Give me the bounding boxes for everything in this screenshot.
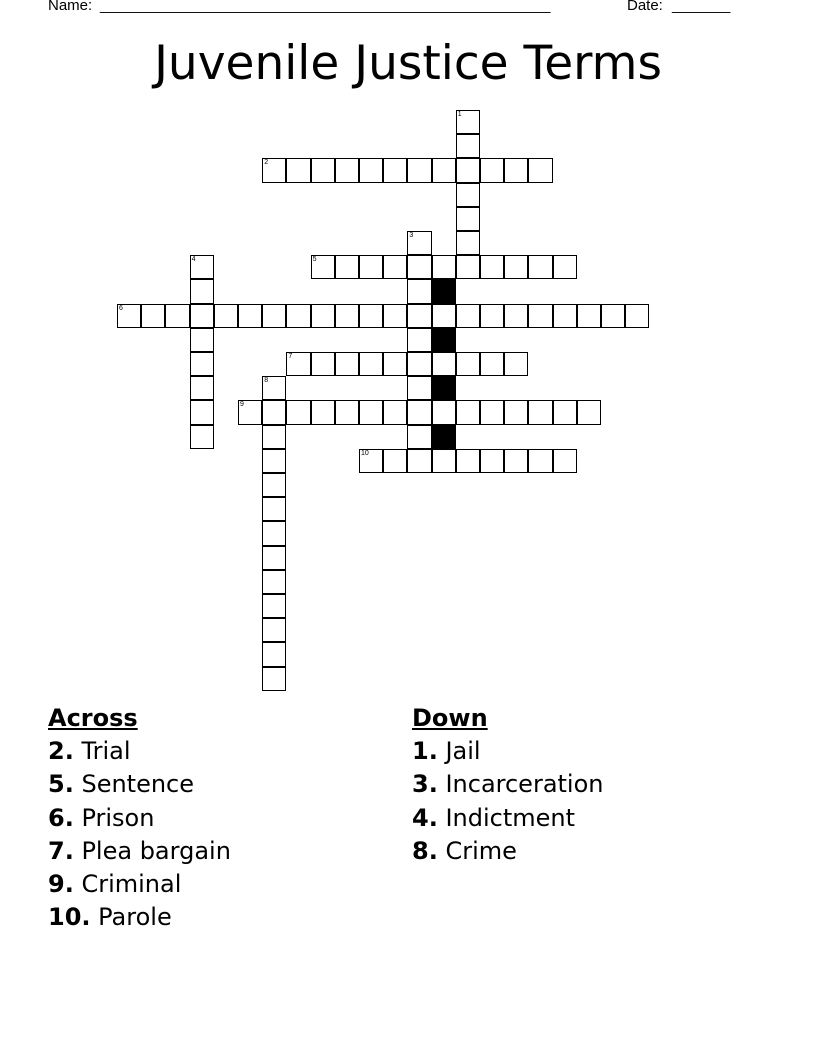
black-cell: [432, 279, 456, 303]
grid-cell[interactable]: [432, 400, 456, 424]
grid-cell[interactable]: [528, 158, 552, 182]
grid-cell[interactable]: [553, 400, 577, 424]
grid-cell[interactable]: [262, 400, 286, 424]
grid-cell[interactable]: [480, 352, 504, 376]
grid-cell[interactable]: [456, 449, 480, 473]
grid-cell[interactable]: [480, 158, 504, 182]
date-line[interactable]: _______: [672, 0, 731, 14]
clue-number: 1.: [412, 737, 438, 765]
clue-item: [48, 802, 231, 835]
grid-cell[interactable]: [504, 158, 528, 182]
name-label: Name:: [48, 0, 93, 14]
grid-cell[interactable]: [456, 231, 480, 255]
grid-cell[interactable]: [407, 255, 431, 279]
grid-cell[interactable]: [335, 352, 359, 376]
grid-cell[interactable]: [407, 400, 431, 424]
clue-text: Prison: [73, 803, 155, 832]
grid-cell[interactable]: [432, 304, 456, 328]
cell-number: 7: [288, 353, 293, 360]
grid-cell[interactable]: [407, 279, 431, 303]
grid-cell[interactable]: [480, 449, 504, 473]
grid-cell[interactable]: [480, 255, 504, 279]
grid-cell[interactable]: [359, 400, 383, 424]
grid-cell[interactable]: [480, 400, 504, 424]
cell-number: 10: [361, 449, 369, 457]
grid-cell[interactable]: [311, 304, 335, 328]
grid-cell[interactable]: [311, 352, 335, 376]
grid-cell[interactable]: [286, 400, 310, 424]
grid-cell[interactable]: [553, 304, 577, 328]
cell-number: 6: [119, 304, 123, 312]
grid-cell[interactable]: [262, 473, 286, 497]
grid-cell[interactable]: [407, 328, 431, 352]
down-heading: Down: [412, 704, 488, 732]
grid-cell[interactable]: [407, 158, 431, 182]
grid-cell[interactable]: [190, 400, 214, 424]
clue-text: Incarceration: [437, 770, 604, 799]
grid-cell[interactable]: [335, 304, 359, 328]
cell-number: 5: [312, 256, 317, 264]
grid-cell[interactable]: [141, 304, 165, 328]
grid-cell[interactable]: [286, 158, 310, 182]
cell-number: 3: [409, 232, 414, 239]
down-clues: [412, 703, 604, 868]
grid-cell[interactable]: [577, 400, 601, 424]
clue-item: [412, 735, 604, 768]
clue-item: [48, 901, 231, 934]
grid-cell[interactable]: [432, 158, 456, 182]
grid-cell[interactable]: [359, 158, 383, 182]
down-list: [412, 735, 604, 868]
grid-cell[interactable]: [359, 255, 383, 279]
grid-cell[interactable]: [456, 255, 480, 279]
grid-cell[interactable]: [625, 304, 649, 328]
grid-cell[interactable]: [262, 618, 286, 642]
clue-text: Parole: [90, 903, 172, 932]
grid-cell[interactable]: [262, 304, 286, 328]
clue-text: Crime: [437, 836, 517, 865]
grid-cell[interactable]: [286, 352, 310, 376]
grid-cell[interactable]: [190, 279, 214, 303]
grid-cell[interactable]: [238, 304, 262, 328]
grid-cell[interactable]: [456, 110, 480, 134]
grid-cell[interactable]: [262, 158, 286, 182]
page-title: Juvenile Justice Terms: [154, 36, 662, 91]
black-cell: [432, 425, 456, 449]
grid-cell[interactable]: [359, 304, 383, 328]
grid-cell[interactable]: [190, 328, 214, 352]
grid-cell[interactable]: [262, 449, 286, 473]
grid-cell[interactable]: [190, 376, 214, 400]
clue-item: [48, 735, 231, 768]
grid-cell[interactable]: [528, 304, 552, 328]
grid-cell[interactable]: [407, 304, 431, 328]
clue-number: 10.: [48, 903, 91, 932]
grid-cell[interactable]: [528, 449, 552, 473]
grid-cell[interactable]: [262, 521, 286, 545]
grid-cell[interactable]: [335, 255, 359, 279]
clue-text: Trial: [73, 737, 131, 765]
grid-cell[interactable]: [407, 231, 431, 255]
grid-cell[interactable]: [553, 255, 577, 279]
grid-cell[interactable]: [528, 400, 552, 424]
grid-cell[interactable]: [286, 304, 310, 328]
clue-item: [412, 835, 604, 868]
grid-cell[interactable]: [117, 304, 141, 328]
grid-cell[interactable]: [601, 304, 625, 328]
cell-number: 9: [240, 401, 244, 409]
grid-cell[interactable]: [311, 158, 335, 182]
cell-number: 8: [264, 377, 269, 385]
clue-item: [412, 768, 604, 801]
clue-text: Criminal: [73, 870, 182, 899]
grid-cell[interactable]: [456, 207, 480, 231]
grid-cell[interactable]: [407, 352, 431, 376]
clue-number: 6.: [48, 803, 74, 832]
grid-cell[interactable]: [456, 304, 480, 328]
across-clues: [48, 703, 231, 935]
clue-item: [412, 802, 604, 835]
grid-cell[interactable]: [456, 400, 480, 424]
grid-cell[interactable]: [262, 570, 286, 594]
grid-cell[interactable]: [335, 400, 359, 424]
grid-cell[interactable]: [262, 425, 286, 449]
clue-text: Sentence: [73, 770, 195, 799]
grid-cell[interactable]: [480, 304, 504, 328]
grid-cell[interactable]: [311, 400, 335, 424]
grid-cell[interactable]: [262, 376, 286, 400]
grid-cell[interactable]: [432, 255, 456, 279]
grid-cell[interactable]: [456, 183, 480, 207]
grid-cell[interactable]: [383, 255, 407, 279]
grid-cell[interactable]: [407, 376, 431, 400]
grid-cell[interactable]: [311, 255, 335, 279]
grid-cell[interactable]: [238, 400, 262, 424]
grid-cell[interactable]: [359, 449, 383, 473]
grid-cell[interactable]: [383, 449, 407, 473]
clue-item: [48, 835, 231, 868]
clue-text: Plea bargain: [73, 836, 231, 865]
clue-item: [48, 768, 231, 801]
grid-cell[interactable]: [407, 425, 431, 449]
grid-cell[interactable]: [190, 352, 214, 376]
grid-cell[interactable]: [214, 304, 238, 328]
grid-cell[interactable]: [190, 304, 214, 328]
black-cell: [432, 328, 456, 352]
name-line[interactable]: ______________________________________________________: [100, 0, 551, 14]
grid-cell[interactable]: [262, 594, 286, 618]
black-cell: [432, 376, 456, 400]
clue-number: 9.: [48, 870, 74, 899]
clue-number: 3.: [412, 770, 438, 799]
grid-cell[interactable]: [359, 352, 383, 376]
date-label: Date:: [627, 0, 663, 14]
grid-cell[interactable]: [577, 304, 601, 328]
grid-cell[interactable]: [190, 425, 214, 449]
cell-number: 4: [191, 256, 196, 264]
clue-number: 8.: [412, 836, 438, 865]
across-list: [48, 735, 231, 935]
grid-cell[interactable]: [190, 255, 214, 279]
grid-cell[interactable]: [528, 255, 552, 279]
grid-cell[interactable]: [383, 400, 407, 424]
clue-text: Indictment: [437, 803, 576, 832]
cell-number: 2: [264, 159, 269, 167]
grid-cell[interactable]: [165, 304, 189, 328]
clue-number: 4.: [412, 803, 438, 832]
clue-number: 7.: [48, 836, 74, 865]
grid-cell[interactable]: [504, 255, 528, 279]
grid-cell[interactable]: [262, 642, 286, 666]
grid-cell[interactable]: [432, 352, 456, 376]
grid-cell[interactable]: [262, 546, 286, 570]
grid-cell[interactable]: [262, 497, 286, 521]
clue-item: [48, 868, 231, 901]
grid-cell[interactable]: [553, 449, 577, 473]
grid-cell[interactable]: [504, 304, 528, 328]
grid-cell[interactable]: [456, 134, 480, 158]
clue-text: Jail: [437, 737, 481, 765]
grid-cell[interactable]: [383, 304, 407, 328]
grid-cell[interactable]: [504, 352, 528, 376]
grid-cell[interactable]: [432, 449, 456, 473]
grid-cell[interactable]: [383, 352, 407, 376]
grid-cell[interactable]: [456, 352, 480, 376]
grid-cell[interactable]: [335, 158, 359, 182]
grid-cell[interactable]: [504, 449, 528, 473]
clue-number: 5.: [48, 770, 74, 799]
grid-cell[interactable]: [383, 158, 407, 182]
cell-number: 1: [457, 111, 462, 118]
grid-cell[interactable]: [407, 449, 431, 473]
clue-number: 2.: [48, 737, 74, 765]
grid-cell[interactable]: [262, 667, 286, 691]
across-heading: Across: [48, 704, 138, 732]
grid-cell[interactable]: [504, 400, 528, 424]
grid-cell[interactable]: [456, 158, 480, 182]
